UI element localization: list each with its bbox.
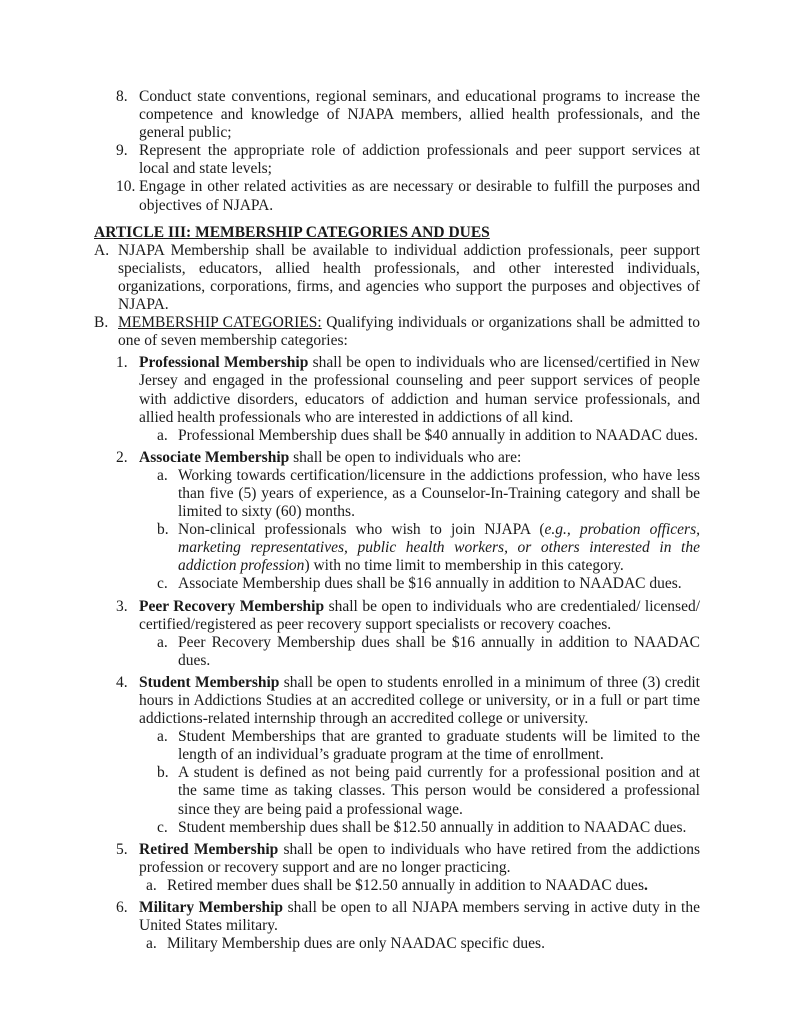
subitem-text-post: ) with no time limit to membership in this category. xyxy=(304,557,624,575)
list-marker: 8. xyxy=(116,88,128,105)
list-marker: b. xyxy=(157,764,169,782)
list-marker: a. xyxy=(157,728,168,746)
subitem-text: Military Membership dues are only NAADAC specific dues. xyxy=(167,935,545,953)
list-item-text: Represent the appropriate role of addiction professionals and peer support services at local and state levels; xyxy=(139,142,700,178)
category-rest: shall be open to individuals who have retired from the addictions profession or recovery support and are no longer practicing. xyxy=(139,840,700,876)
subitem-text: Working towards certification/licensure in the addictions profession, who have less than five (5) years of experience, as a Counselor-In-Training category and shall be limited to sixty (60) months. xyxy=(178,466,700,521)
list-marker: A. xyxy=(94,241,110,259)
section-b-rest: Qualifying individuals or organizations shall be admitted to one of seven membership categories: xyxy=(118,314,700,350)
category-1-professional xyxy=(94,354,700,426)
subitem-text: Peer Recovery Membership dues shall be $16 annually in addition to NAADAC dues. xyxy=(178,633,700,669)
list-marker: b. xyxy=(157,521,169,539)
category-3-sub-a xyxy=(94,634,700,670)
list-marker: c. xyxy=(157,575,168,593)
subitem-text: Associate Membership dues shall be $16 annually in addition to NAADAC dues. xyxy=(178,575,682,593)
category-2-sub-c xyxy=(94,575,700,593)
subitem-bold-period: . xyxy=(643,876,648,894)
list-item-10 xyxy=(94,178,700,214)
category-4-sub-a xyxy=(94,728,700,764)
category-text xyxy=(139,449,700,467)
list-marker: 6. xyxy=(116,899,128,917)
article-heading: ARTICLE III: MEMBERSHIP CATEGORIES AND DUES xyxy=(94,223,490,241)
category-text xyxy=(139,674,700,728)
category-text xyxy=(139,598,700,634)
subitem-text-main: Retired member dues shall be $12.50 annually in addition to NAADAC dues xyxy=(167,876,644,894)
list-marker: 4. xyxy=(116,673,128,691)
list-marker: c. xyxy=(157,818,168,836)
list-marker: a. xyxy=(157,426,168,444)
category-name: Associate Membership xyxy=(139,448,290,466)
list-marker: 9. xyxy=(116,142,128,160)
category-name: Military Membership xyxy=(139,899,284,917)
list-marker: a. xyxy=(146,876,157,894)
list-item-9 xyxy=(94,142,700,178)
category-6-military xyxy=(94,899,700,935)
subitem-text: A student is defined as not being paid currently for a professional position and at the same time as taking classes. This person would be considered a professional since they are being paid a professional wage. xyxy=(178,764,700,818)
category-rest: shall be open to all NJAPA members serving in active duty in the United States military. xyxy=(139,899,700,935)
list-marker: a. xyxy=(157,633,168,651)
list-marker: 2. xyxy=(116,448,128,466)
list-item-text: Engage in other related activities as are necessary or desirable to fulfill the purposes and objectives of NJAPA. xyxy=(139,178,700,214)
list-marker: a. xyxy=(157,466,168,484)
category-5-retired xyxy=(94,841,700,877)
subitem-text-italic: e.g., probation officers, marketing representatives, public health workers, or others interested in the addiction profession xyxy=(178,521,700,575)
subitem-text: Student Memberships that are granted to graduate students will be limited to the length of an individual’s graduate program at the time of enrollment. xyxy=(178,728,700,764)
list-marker: 3. xyxy=(116,597,128,615)
category-2-sub-a xyxy=(94,467,700,521)
category-name: Retired Membership xyxy=(139,840,279,858)
category-2-associate xyxy=(94,449,700,467)
category-text xyxy=(139,899,700,935)
list-marker: 5. xyxy=(116,840,128,858)
list-marker: 10. xyxy=(116,178,136,196)
category-4-sub-c xyxy=(94,819,700,837)
category-text xyxy=(139,354,700,426)
category-name: Student Membership xyxy=(139,673,280,691)
section-a xyxy=(94,242,700,314)
category-rest: shall be open to individuals who are credentialed/ licensed/ certified/registered as peer recovery support specialists or recovery coaches. xyxy=(139,597,701,633)
list-item-8 xyxy=(94,88,700,142)
category-rest: shall be open to students enrolled in a minimum of three (3) credit hours in Addictions Studies at an accredited college or university, or in a full or part time addictions-related internship through an accredited college or university. xyxy=(139,673,700,728)
category-5-sub-a xyxy=(94,877,700,895)
category-name: Peer Recovery Membership xyxy=(139,597,325,615)
category-2-sub-b xyxy=(94,521,700,575)
category-1-sub-a xyxy=(94,427,700,445)
subitem-text: Student membership dues shall be $12.50 annually in addition to NAADAC dues. xyxy=(178,818,687,836)
category-rest: shall be open to individuals who are licensed/certified in New Jersey and engaged in the professional counseling and peer support services of people with addictive disorders, educators of addiction and human service professionals, and allied health professionals who are interested in addictions of all kind. xyxy=(139,354,700,426)
subitem-text-pre: Non-clinical professionals who wish to join NJAPA ( xyxy=(178,521,545,539)
list-marker: B. xyxy=(94,314,109,332)
section-a-text: NJAPA Membership shall be available to individual addiction professionals, peer support specialists, educators, allied health professionals, and other interested individuals, organizations, corporations, firms, and agencies who support the purposes and objectives of NJAPA. xyxy=(118,241,700,314)
category-3-peer-recovery xyxy=(94,598,700,634)
category-4-sub-b xyxy=(94,764,700,818)
category-rest: shall be open to individuals who are: xyxy=(289,448,522,466)
category-name: Professional Membership xyxy=(139,354,309,372)
membership-categories-label: MEMBERSHIP CATEGORIES: xyxy=(118,314,322,332)
list-marker: 1. xyxy=(116,354,128,372)
subitem-text xyxy=(178,521,700,575)
list-marker: a. xyxy=(146,935,157,953)
section-b-text xyxy=(118,314,700,350)
subitem-text: Professional Membership dues shall be $40 annually in addition to NAADAC dues. xyxy=(178,426,699,444)
section-b xyxy=(94,314,700,350)
list-item-text: Conduct state conventions, regional seminars, and educational programs to increase the competence and knowledge of NJAPA members, allied health professionals, and the general public; xyxy=(139,88,700,142)
category-text xyxy=(139,841,700,877)
category-6-sub-a xyxy=(94,935,700,953)
category-4-student xyxy=(94,674,700,728)
subitem-text xyxy=(167,877,700,895)
